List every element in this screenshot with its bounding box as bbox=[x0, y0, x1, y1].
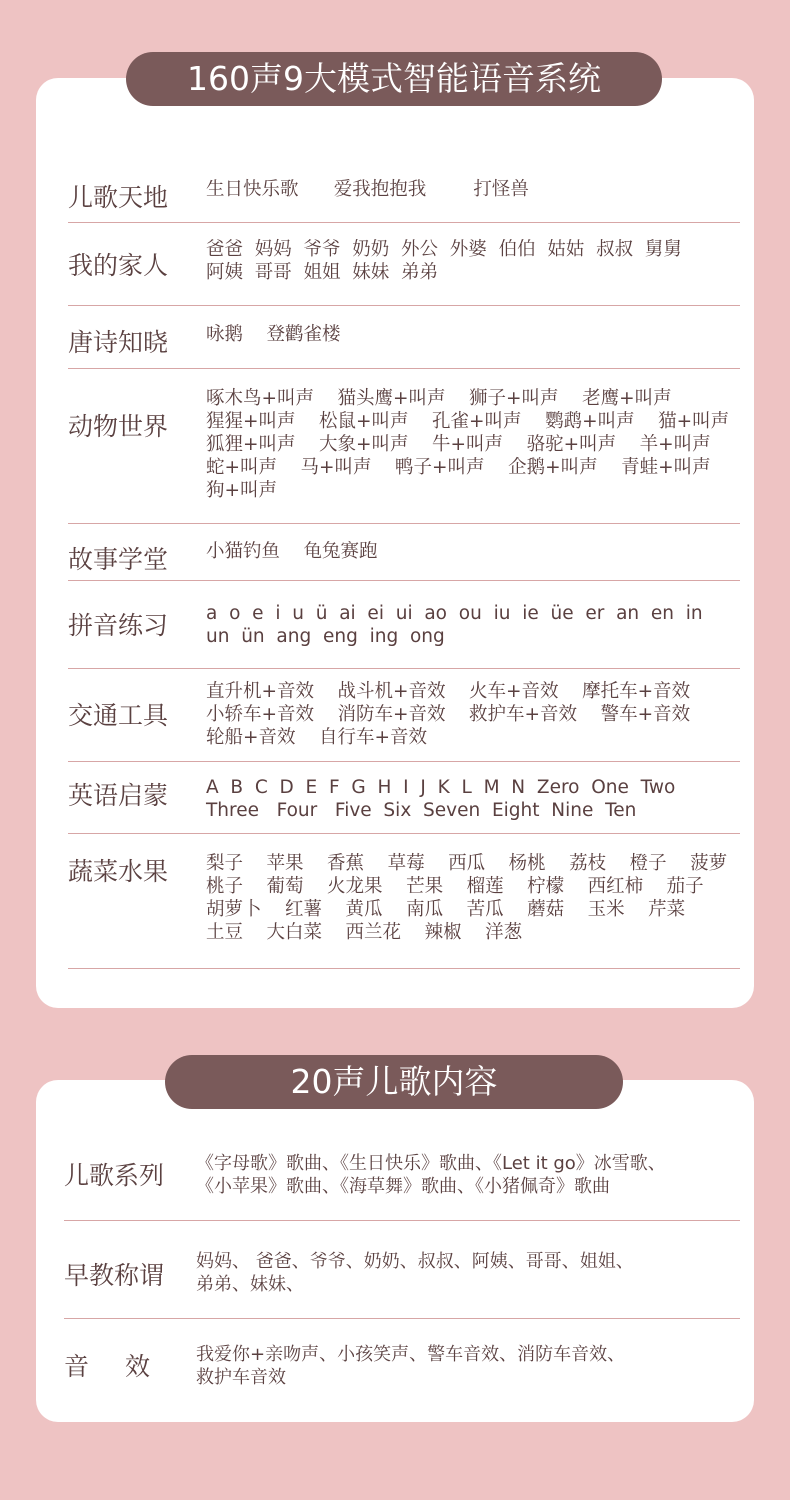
section-title: 20声儿歌内容 bbox=[165, 1055, 623, 1109]
category-content bbox=[206, 602, 740, 648]
category-content bbox=[206, 238, 740, 284]
content-line: 咏鹅 登鹳雀楼 bbox=[206, 324, 341, 345]
divider bbox=[68, 968, 740, 969]
category-label: 儿歌天地 bbox=[68, 183, 169, 212]
category-label: 动物世界 bbox=[68, 412, 169, 441]
category-label: 蔬菜水果 bbox=[68, 857, 169, 886]
category-content bbox=[196, 1343, 740, 1389]
category-label: 早教称谓 bbox=[64, 1261, 165, 1290]
content-line: 《小苹果》歌曲、《海草舞》歌曲、《小猪佩奇》歌曲 bbox=[196, 1176, 610, 1197]
category-content bbox=[196, 1250, 740, 1296]
content-line: 啄木鸟+叫声 猫头鹰+叫声 狮子+叫声 老鹰+叫声 bbox=[206, 388, 672, 409]
category-label: 英语启蒙 bbox=[68, 781, 169, 810]
content-line: un ün ang eng ing ong bbox=[206, 626, 445, 647]
category-label: 音效 bbox=[64, 1352, 187, 1381]
content-line: 胡萝卜 红薯 黄瓜 南瓜 苦瓜 蘑菇 玉米 芹菜 bbox=[206, 899, 686, 920]
content-line: a o e i u ü ai ei ui ao ou iu ie üe er an en in bbox=[206, 603, 703, 624]
content-line: A B C D E F G H I J K L M N Zero One Two bbox=[206, 777, 676, 798]
content-line: 猩猩+叫声 松鼠+叫声 孔雀+叫声 鹦鹉+叫声 猫+叫声 bbox=[206, 411, 730, 432]
category-label: 拼音练习 bbox=[68, 611, 169, 640]
category-content bbox=[196, 1152, 740, 1198]
content-line: 救护车音效 bbox=[196, 1367, 286, 1388]
divider bbox=[68, 668, 740, 669]
content-line: 蛇+叫声 马+叫声 鸭子+叫声 企鹅+叫声 青蛙+叫声 bbox=[206, 457, 711, 478]
content-line: 小猫钓鱼 龟兔赛跑 bbox=[206, 541, 378, 562]
content-line: 弟弟、妹妹、 bbox=[196, 1274, 304, 1295]
content-line: 我爱你+亲吻声、小孩笑声、警车音效、消防车音效、 bbox=[196, 1344, 626, 1365]
content-line: 小轿车+音效 消防车+音效 救护车+音效 警车+音效 bbox=[206, 704, 691, 725]
category-content bbox=[206, 776, 740, 822]
category-content bbox=[206, 178, 740, 201]
divider bbox=[68, 222, 740, 223]
divider bbox=[68, 305, 740, 306]
category-content bbox=[206, 852, 740, 944]
divider bbox=[64, 1318, 740, 1319]
divider bbox=[64, 1220, 740, 1221]
divider bbox=[68, 833, 740, 834]
content-line: 生日快乐歌 爱我抱抱我 打怪兽 bbox=[206, 179, 529, 200]
divider bbox=[68, 368, 740, 369]
content-line: 直升机+音效 战斗机+音效 火车+音效 摩托车+音效 bbox=[206, 681, 691, 702]
content-line: 狗+叫声 bbox=[206, 480, 278, 501]
content-line: 阿姨 哥哥 姐姐 妹妹 弟弟 bbox=[206, 262, 439, 283]
category-label: 唐诗知晓 bbox=[68, 328, 169, 357]
content-line: 桃子 葡萄 火龙果 芒果 榴莲 柠檬 西红柿 茄子 bbox=[206, 876, 704, 897]
content-line: 土豆 大白菜 西兰花 辣椒 洋葱 bbox=[206, 922, 523, 943]
divider bbox=[68, 580, 740, 581]
content-line: 梨子 苹果 香蕉 草莓 西瓜 杨桃 荔枝 橙子 菠萝 bbox=[206, 853, 728, 874]
category-label: 我的家人 bbox=[68, 251, 169, 280]
category-content bbox=[206, 680, 740, 749]
category-content bbox=[206, 540, 740, 563]
content-line: 妈妈、 爸爸、爷爷、奶奶、叔叔、阿姨、哥哥、姐姐、 bbox=[196, 1251, 634, 1272]
category-content bbox=[206, 387, 740, 502]
content-line: 轮船+音效 自行车+音效 bbox=[206, 727, 428, 748]
content-line: 狐狸+叫声 大象+叫声 牛+叫声 骆驼+叫声 羊+叫声 bbox=[206, 434, 711, 455]
category-content bbox=[206, 323, 740, 346]
category-label: 交通工具 bbox=[68, 701, 169, 730]
content-line: 《字母歌》歌曲、《生日快乐》歌曲、《Let it go》冰雪歌、 bbox=[196, 1153, 666, 1174]
category-label: 儿歌系列 bbox=[64, 1161, 165, 1190]
section-title: 160声9大模式智能语音系统 bbox=[126, 52, 662, 106]
divider bbox=[68, 523, 740, 524]
content-line: Three Four Five Six Seven Eight Nine Ten bbox=[206, 800, 637, 821]
category-label: 故事学堂 bbox=[68, 545, 169, 574]
divider bbox=[68, 761, 740, 762]
content-line: 爸爸 妈妈 爷爷 奶奶 外公 外婆 伯伯 姑姑 叔叔 舅舅 bbox=[206, 239, 682, 260]
